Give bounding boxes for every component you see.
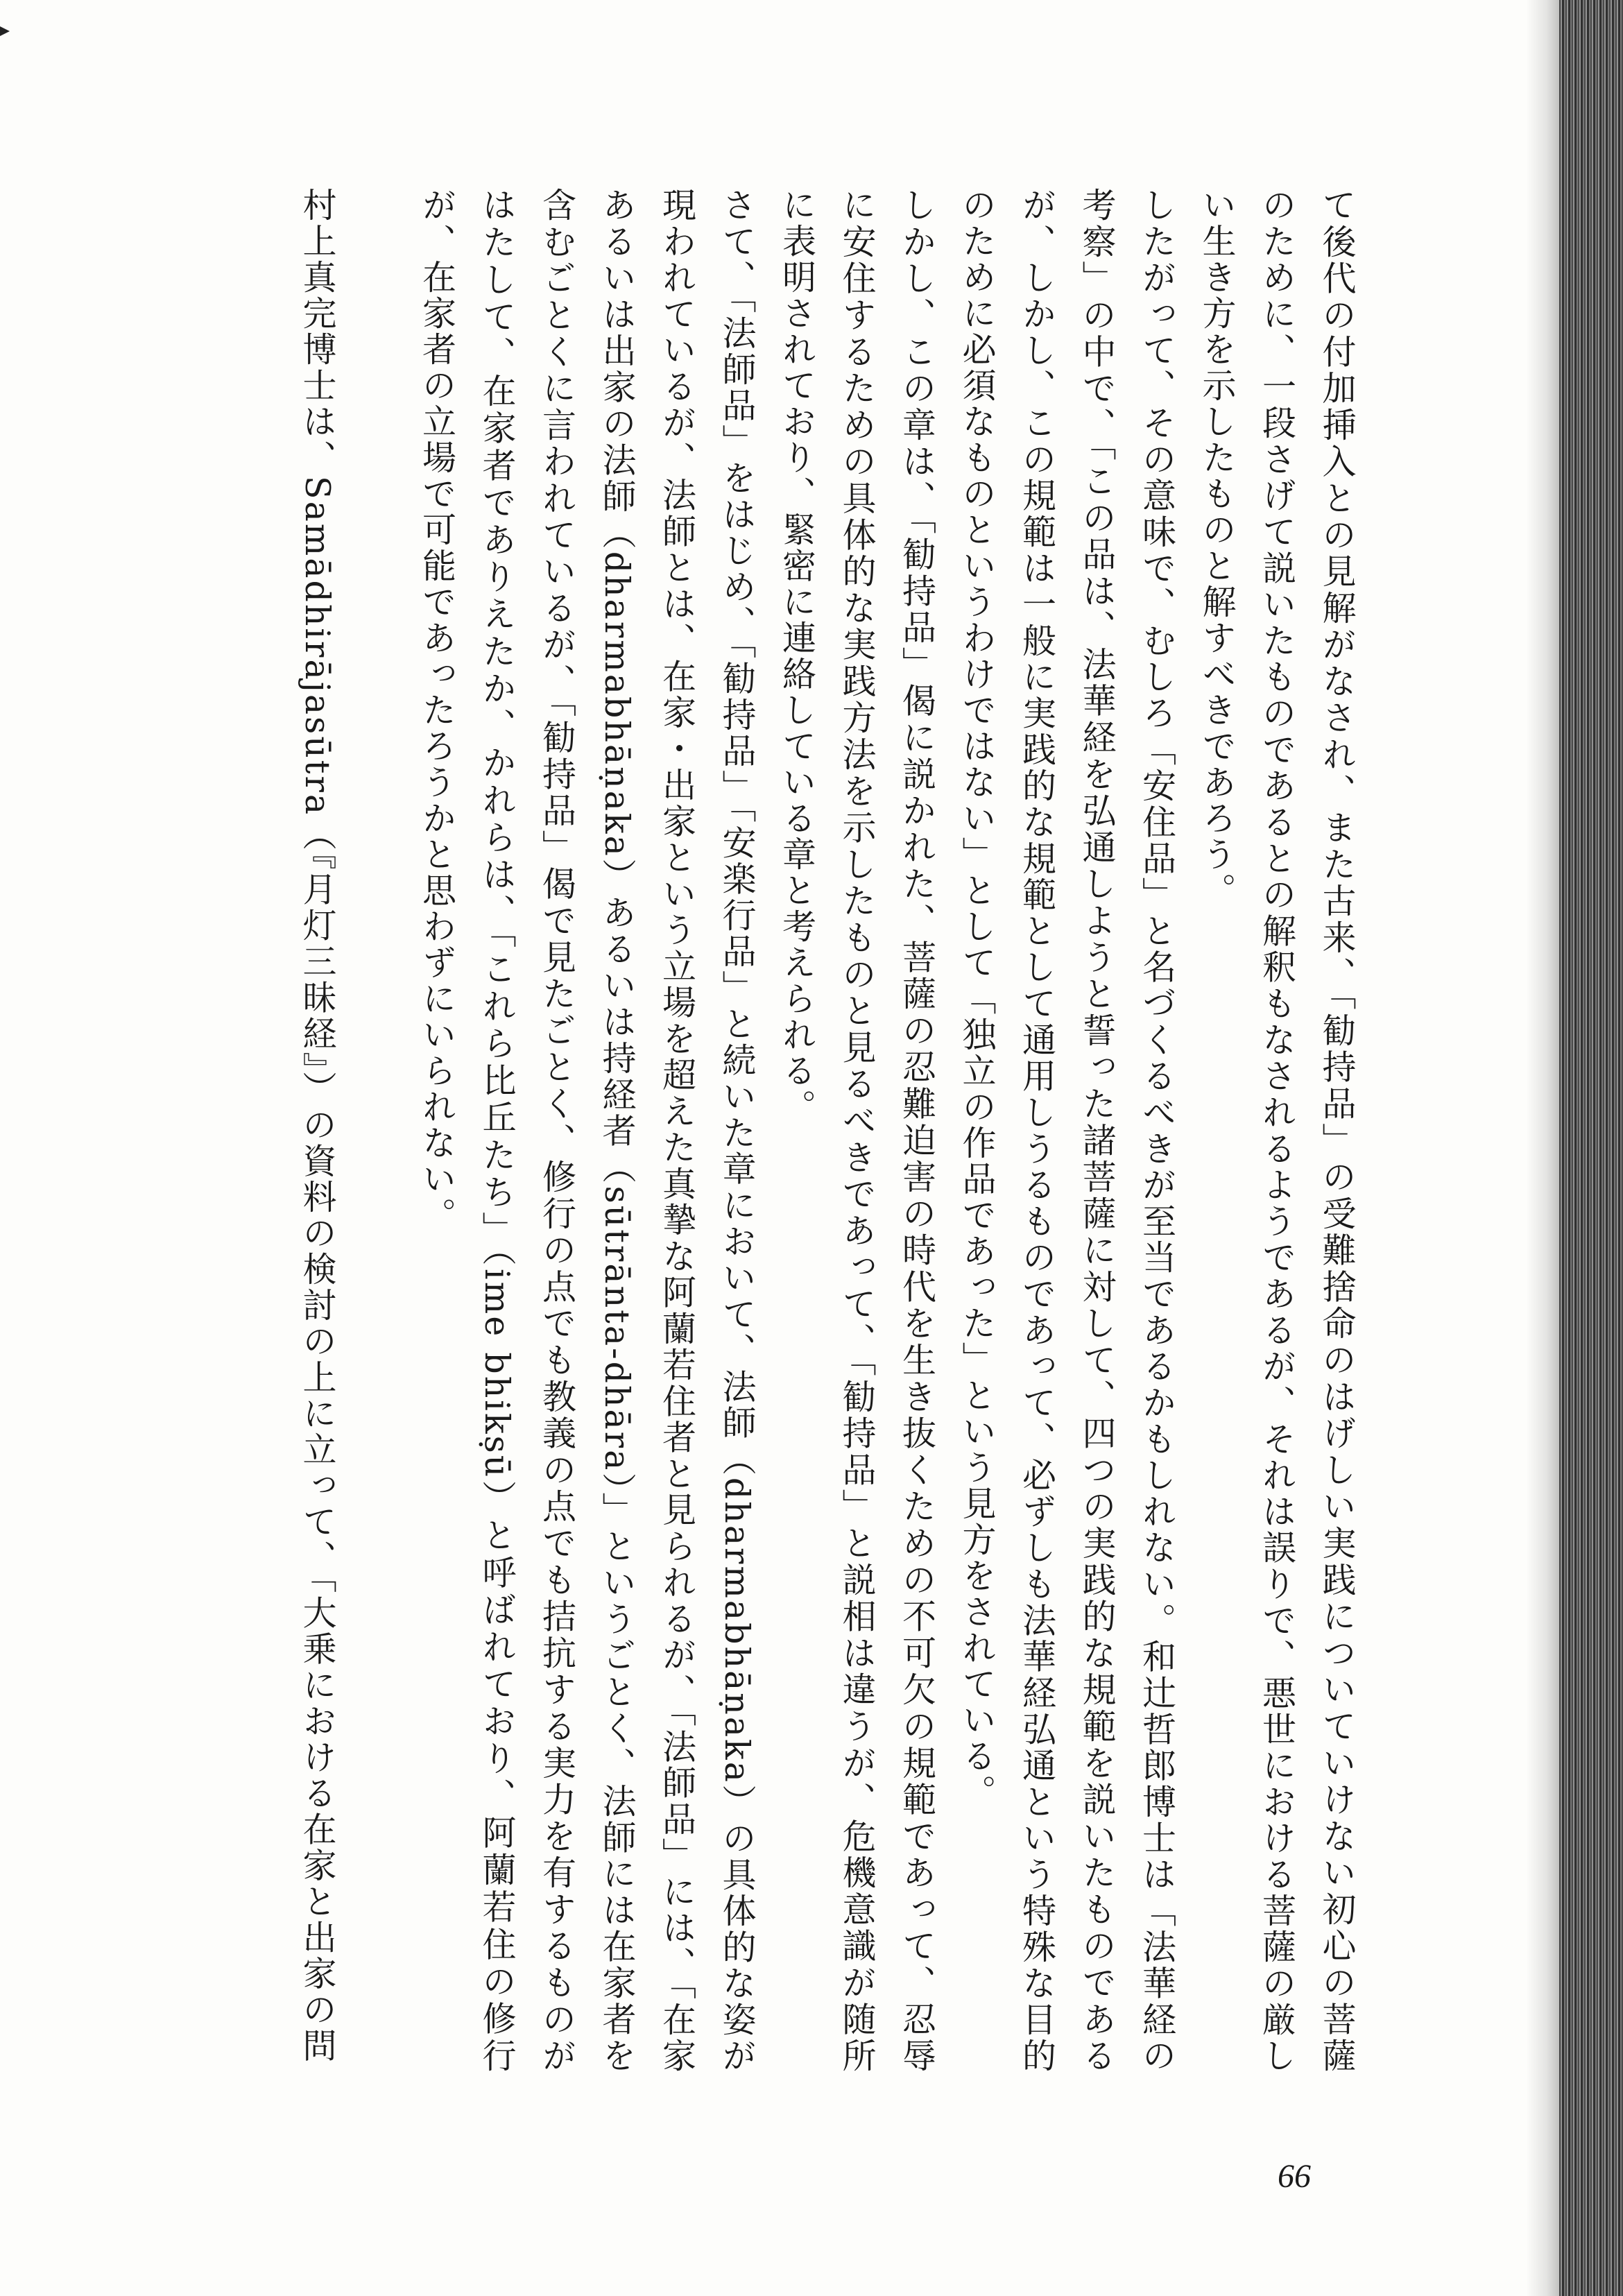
vertical-text-body bbox=[287, 187, 1367, 2074]
paragraph-2: したがって、その意味で、むしろ「安住品」と名づくるべきが至当であるかもしれない。和辻哲郎博士は「法華経の考察」の中で、「この品は、法華経を弘通しようと誓った諸菩薩に対して、四つの実践的な規範を説いたものであるが、しかし、この規範は一般に実践的な規範として通用しうるものであって、必ずしも法華経弘通という特殊な目的のために必須なものというわけではない」として「独立の作品であった」という見方をされている。 bbox=[957, 187, 1177, 2074]
paragraph-4: さて、「法師品」をはじめ、「勧持品」「安楽行品」と続いた章において、法師（dharmabhāṇaka）の具体的な姿が現われているが、法師とは、在家・出家という立場を超えた真摯な阿蘭若住者と見られるが、「法師品」には、「在家あるいは出家の法師（dharmabhāṇaka）あるいは持経者（sūtrānta-dhāra）」というごとく、法師には在家者を含むごとくに言われているが、「勧持品」偈で見たごとく、修行の点でも教義の点でも拮抗する実力を有するものがはたして、在家者でありえたか、かれらは、「これら比丘たち」（ime bhikṣū）と呼ばれており、阿蘭若住の修行が、在家者の立場で可能であったろうかと思わずにいられない。 bbox=[417, 187, 757, 2074]
corner-mark bbox=[0, 26, 10, 36]
book-binding-edge bbox=[1559, 0, 1623, 2296]
paragraph-1: て後代の付加挿入との見解がなされ、また古来、「勧持品」の受難捨命のはげしい実践についていけない初心の菩薩のために、一段さげて説いたものであるとの解釈もなされるようであるが、それは誤りで、悪世における菩薩の厳しい生き方を示したものと解すべきであろう。 bbox=[1197, 187, 1357, 2074]
paragraph-3: しかし、この章は、「勧持品」偈に説かれた、菩薩の忍難迫害の時代を生き抜くための不可欠の規範であって、忍辱に安住するための具体的な実践方法を示したものと見るべきであって、「勧持品」と説相は違うが、危機意識が随所に表明されており、緊密に連絡している章と考えられる。 bbox=[777, 187, 937, 2075]
binding-shadow bbox=[1526, 0, 1561, 2296]
paragraph-5: 村上真完博士は、Samādhirājasūtra（『月灯三昧経』）の資料の検討の上に立って、「大乗における在家と出家の問 bbox=[298, 187, 337, 2064]
page-number: 66 bbox=[1278, 2158, 1311, 2195]
